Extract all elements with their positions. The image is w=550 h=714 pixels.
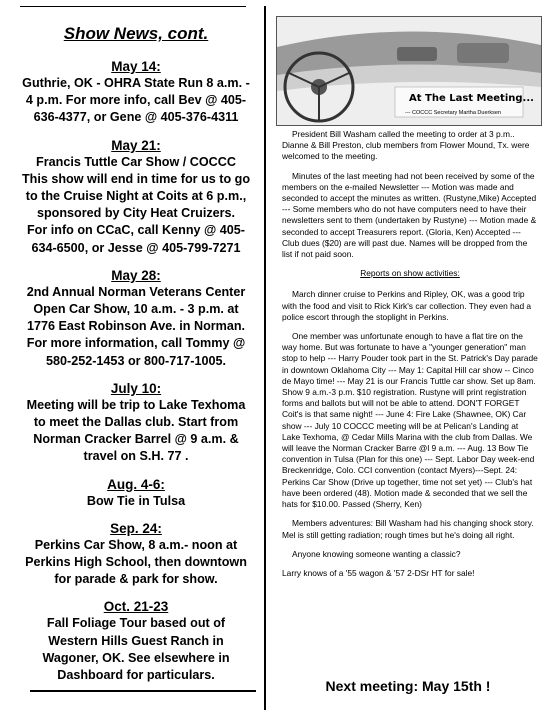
reports-heading: Reports on show activities: <box>360 268 460 279</box>
event-item <box>14 476 258 510</box>
photo-credit: --- COCCC Secretary Martha Duerksen <box>405 110 501 116</box>
event-item <box>14 267 258 370</box>
event-item <box>14 137 258 257</box>
column-title: Show News, cont. <box>63 24 209 43</box>
event-date: Aug. 4-6: <box>107 476 165 492</box>
cars-for-sale: Larry knows of a '55 wagon & '57 2-DSr HT for sale! <box>282 567 475 578</box>
show-news-column <box>14 0 258 694</box>
column-divider <box>264 6 266 710</box>
event-date: May 14: <box>111 59 161 74</box>
event-description: Bow Tie in Tulsa <box>86 493 186 508</box>
event-date: Oct. 21-23 <box>103 599 169 615</box>
members-adventures: Members adventures: Bill Washam had his changing shock story. Mel is still getting radiation; rough times but he's doing all right. <box>282 518 534 540</box>
event-description: Guthrie, OK - OHRA State Run 8 a.m. - 4 p.m. For more info, call Bev @ 405- 636-4377, or Gene @ 405-376-4311 <box>22 76 250 125</box>
event-description: Fall Foliage Tour based out of Western Hills Guest Ranch in Wagoner, OK. See elsewhere in Dashboard for particulars. <box>42 616 230 683</box>
event-item <box>14 520 258 589</box>
minutes-paragraph-1: President Bill Washam called the meeting to order at 3 p.m.. Dianne & Bill Preston, club members from Flower Mound, Tx. were welcomed to the meeting. <box>282 129 530 162</box>
event-description: Francis Tuttle Car Show / COCCC This show will end in time for us to go to the Cruise Night at Coits at 6 p.m., sponsored by City Heat Cruizers. For info on CCaC, call Kenny @ 405- 634-6500, or Jesse @ 405-799-7271 <box>21 154 251 255</box>
event-date: Sep. 24: <box>110 520 162 536</box>
event-date: May 21: <box>111 137 161 153</box>
event-date: May 28: <box>111 267 161 283</box>
event-description: Perkins Car Show, 8 a.m.- noon at Perkins High School, then downtown for parade & park for show. <box>25 537 247 587</box>
reports-paragraph-2: One member was unfortunate enough to have a flat tire on the way home. But was fortunate to have a "younger generation" man stop to help --- Harry Pouder took part in the St. Patrick's Day parade in downtown Oklahoma City --- May 1: Capital Hill car show -- Cinco de Mayo time! --- May 21 is our Francis Tuttle car show. Set up 8am. Show 9 a.m.-3 p.m. $10 registration. Rustyne will print registration forms and ballots but will not be able to attend. DON'T FORGET Coit's is that same night! --- June 4: Fire Lake (Shawnee, OK) Car show --- July 10 COCCC meeting will be at Pelican's Landing at Lake Texhoma, @ Cedar Mills Marina with the club from Dallas. We will leave the Norman Cracker Barre @l 9 a.m. --- Aug. 13 Bow Tie convention in Tulsa (Plan for this one) --- Sept. Labor Day week-end Breckenridge, Colo. CCI convention (contact Myers)---Sept. 24: Perkins Car Show (Drive up together, time not set yet) --- Club's hat have been ordered (48). Motion made & seconded that we sell the hats for $10.00. Passed (Sherry, Ken) <box>282 331 538 510</box>
event-item <box>14 598 258 684</box>
photo-caption: At The Last Meeting... <box>409 93 534 104</box>
dashboard-photo-image <box>277 17 541 125</box>
classic-question: Anyone knowing someone wanting a classic? <box>292 548 461 559</box>
reports-paragraph-1: March dinner cruise to Perkins and Ripley, OK, was a good trip with the food and visit to Rick Kirk's car collection. They even had a police escort through the stoplight in Perkins. <box>282 289 532 322</box>
event-item <box>14 380 258 466</box>
event-item <box>14 58 258 127</box>
meeting-photo <box>276 16 542 126</box>
next-meeting: Next meeting: May 15th ! <box>325 678 491 694</box>
event-list <box>14 58 258 684</box>
event-date: July 10: <box>110 380 162 396</box>
minutes-paragraph-2: Minutes of the last meeting had not been received by some of the members on the e-mailed Newsletter --- Motion was made and seconded to accept the minutes as written. (Rustyne,Mike) Accepted --- Some members who do not have computers need to have their newsletters sent to them (undertaken by Rustyne) --- Motion made & seconded to accept Treasurers report. (Gloria, Ken) Accepted ---Club dues ($20) are will past due. Names will be dropped from the list if not paid soon. <box>282 170 537 260</box>
event-description: Meeting will be trip to Lake Texhoma to meet the Dallas club. Start from Norman Cracker Barrel @ 9 a.m. & travel on S.H. 77 . <box>26 397 246 464</box>
bottom-rule <box>30 690 256 692</box>
meeting-minutes <box>282 129 538 587</box>
event-description: 2nd Annual Norman Veterans Center Open Car Show, 10 a.m. - 3 p.m. at 1776 East Robinson Ave. in Norman. For more information, call Tommy @ 580-252-1453 or 800-717-1005. <box>26 284 246 368</box>
